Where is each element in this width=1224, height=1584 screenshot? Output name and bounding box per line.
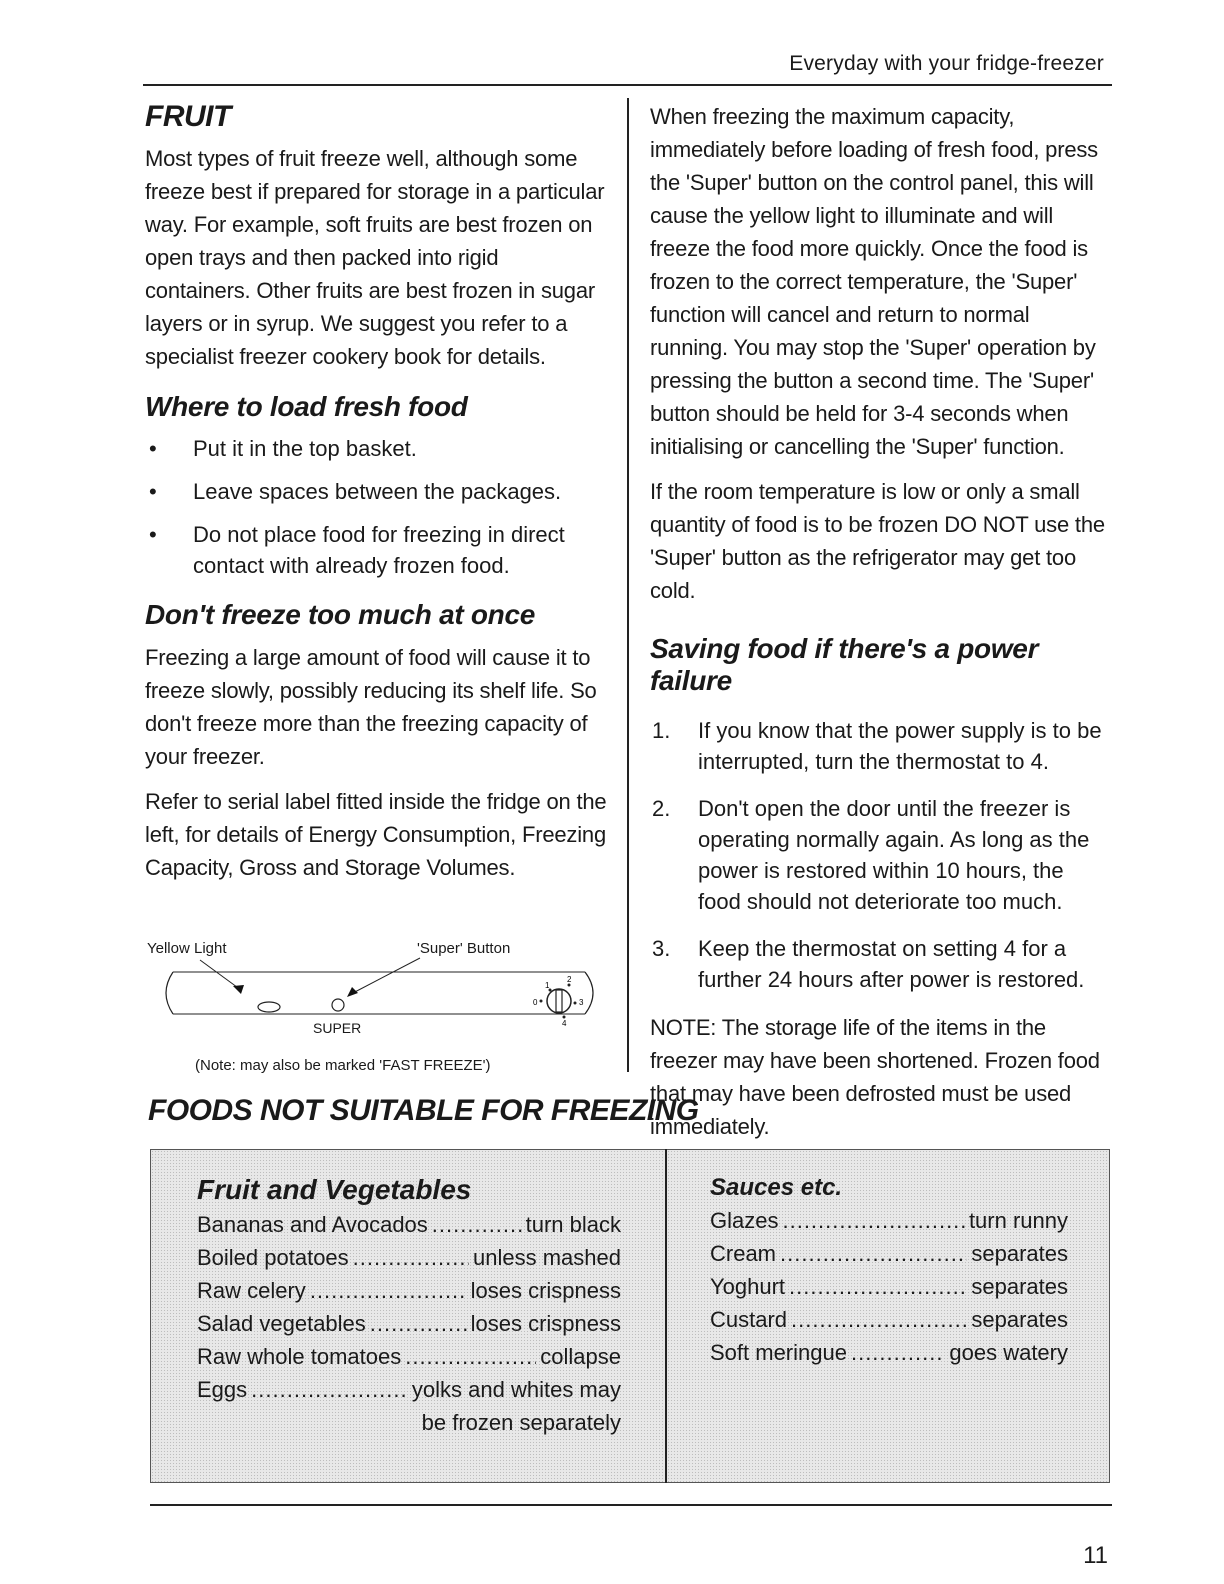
step-item: 2. Don't open the door until the freezer is operating normally again. As long as the power is restored within 10 hours, the food should not deteriorate too much.: [652, 796, 1090, 914]
bullet-item: • Do not place food for freezing in direct contact with already frozen food.: [145, 519, 607, 581]
yellow-light-label: Yellow Light: [147, 940, 227, 957]
sauces-panel: [710, 1174, 1068, 1369]
header-rule: [143, 84, 1112, 86]
dial-setting-0: 0: [533, 998, 538, 1007]
where-heading: Where to load fresh food: [145, 391, 468, 422]
eggs-continuation: be frozen separately: [421, 1410, 621, 1435]
super-button-paragraph: When freezing the maximum capacity, immediately before loading of fresh food, press the 'Super' button on the control panel, this will cause the yellow light to illuminate and will freeze the food more quickly. Once the food is frozen to the correct temperature, the 'Super' function will cancel and return to normal running. You may stop the 'Super' operation by pressing the button a second time. The 'Super' button should be held for 3-4 seconds when initialising or cancelling the 'Super' function.: [650, 104, 1098, 459]
where-bullet-list: [145, 433, 607, 581]
arrow-head-icon: [347, 987, 358, 997]
power-failure-heading: Saving food if there's a power failure: [650, 633, 1039, 696]
bullet-item: • Leave spaces between the packages.: [145, 476, 607, 507]
food-row: Boiled potatoes ..... unless mashed: [197, 1241, 621, 1274]
dont-freeze-paragraph-2: Refer to serial label fitted inside the fridge on the left, for details of Energy Consumption, Freezing Capacity, Gross and Storage Volumes.: [145, 789, 607, 880]
page-number: 11: [1083, 1542, 1108, 1569]
foods-not-suitable-heading: FOODS NOT SUITABLE FOR FREEZING: [148, 1094, 699, 1127]
super-button-label: 'Super' Button: [417, 940, 511, 957]
column-divider: [627, 98, 629, 1072]
food-row: Bananas and Avocados ..... turn black: [197, 1208, 621, 1241]
fruit-paragraph: Most types of fruit freeze well, although some freeze best if prepared for storage in a particular way. For example, soft fruits are best frozen on open trays and then packed into rigid containers. Other fruits are best frozen in sugar layers or in syrup. We suggest you refer to a specialist freezer cookery book for details.: [145, 146, 605, 369]
food-row: Cream ..... separates: [710, 1237, 1068, 1270]
fruit-vegetables-heading: Fruit and Vegetables: [197, 1174, 472, 1205]
super-button-icon: [332, 999, 344, 1011]
panel-left-bracket: [166, 972, 173, 1014]
running-header: Everyday with your fridge-freezer: [789, 52, 1104, 75]
food-row: Glazes ..... turn runny: [710, 1204, 1068, 1237]
yellow-light-icon: [258, 1002, 280, 1012]
food-row: Yoghurt ..... separates: [710, 1270, 1068, 1303]
storage-note: NOTE: The storage life of the items in the freezer may have been shortened. Frozen food that may have been defrosted must be used immediately.: [650, 1015, 1100, 1139]
panel-right-bracket: [585, 972, 593, 1014]
yellow-light-pointer: [200, 960, 241, 990]
sauces-heading: Sauces etc.: [710, 1174, 843, 1201]
low-temperature-paragraph: If the room temperature is low or only a small quantity of food is to be frozen DO NOT use the 'Super' button as the refrigerator may get too cold.: [650, 479, 1105, 603]
dont-freeze-paragraph-1: Freezing a large amount of food will cause it to freeze slowly, possibly reducing its shelf life. So don't freeze more than the freezing capacity of your freezer.: [145, 645, 597, 769]
dial-setting-4: 4: [562, 1019, 567, 1028]
arrow-head-icon: [233, 985, 244, 994]
food-row: Eggs ..... yolks and whites may: [197, 1373, 621, 1406]
fruit-vegetables-panel: [197, 1174, 621, 1439]
step-item: 3. Keep the thermostat on setting 4 for a further 24 hours after power is restored.: [652, 936, 1085, 992]
left-column: [145, 100, 607, 896]
super-button-pointer: [351, 958, 420, 994]
food-row: Raw celery ..... loses crispness: [197, 1274, 621, 1307]
food-row: Soft meringue ..... goes watery: [710, 1336, 1068, 1369]
footer-rule: [150, 1504, 1112, 1506]
dial-setting-2: 2: [567, 975, 572, 984]
food-row: Salad vegetables ..... loses crispness: [197, 1307, 621, 1340]
foods-table-divider: [665, 1149, 667, 1483]
power-failure-steps: [650, 715, 1112, 995]
step-item: 1. If you know that the power supply is to be interrupted, turn the thermostat to 4.: [652, 718, 1102, 774]
fast-freeze-note: (Note: may also be marked 'FAST FREEZE'): [195, 1057, 491, 1074]
right-column: [650, 100, 1112, 1155]
food-row: Custard ..... separates: [710, 1303, 1068, 1336]
fruit-heading: FRUIT: [145, 100, 231, 133]
dial-knob: [556, 990, 562, 1012]
dial-setting-1: 1: [545, 981, 550, 990]
dont-freeze-heading: Don't freeze too much at once: [145, 599, 535, 630]
bullet-item: • Put it in the top basket.: [145, 433, 607, 464]
super-label: SUPER: [313, 1020, 362, 1036]
dial-setting-3: 3: [579, 998, 584, 1007]
control-panel-diagram: [145, 938, 615, 1083]
thermostat-dial-icon: [547, 989, 571, 1013]
food-row: Raw whole tomatoes ..... collapse: [197, 1340, 621, 1373]
